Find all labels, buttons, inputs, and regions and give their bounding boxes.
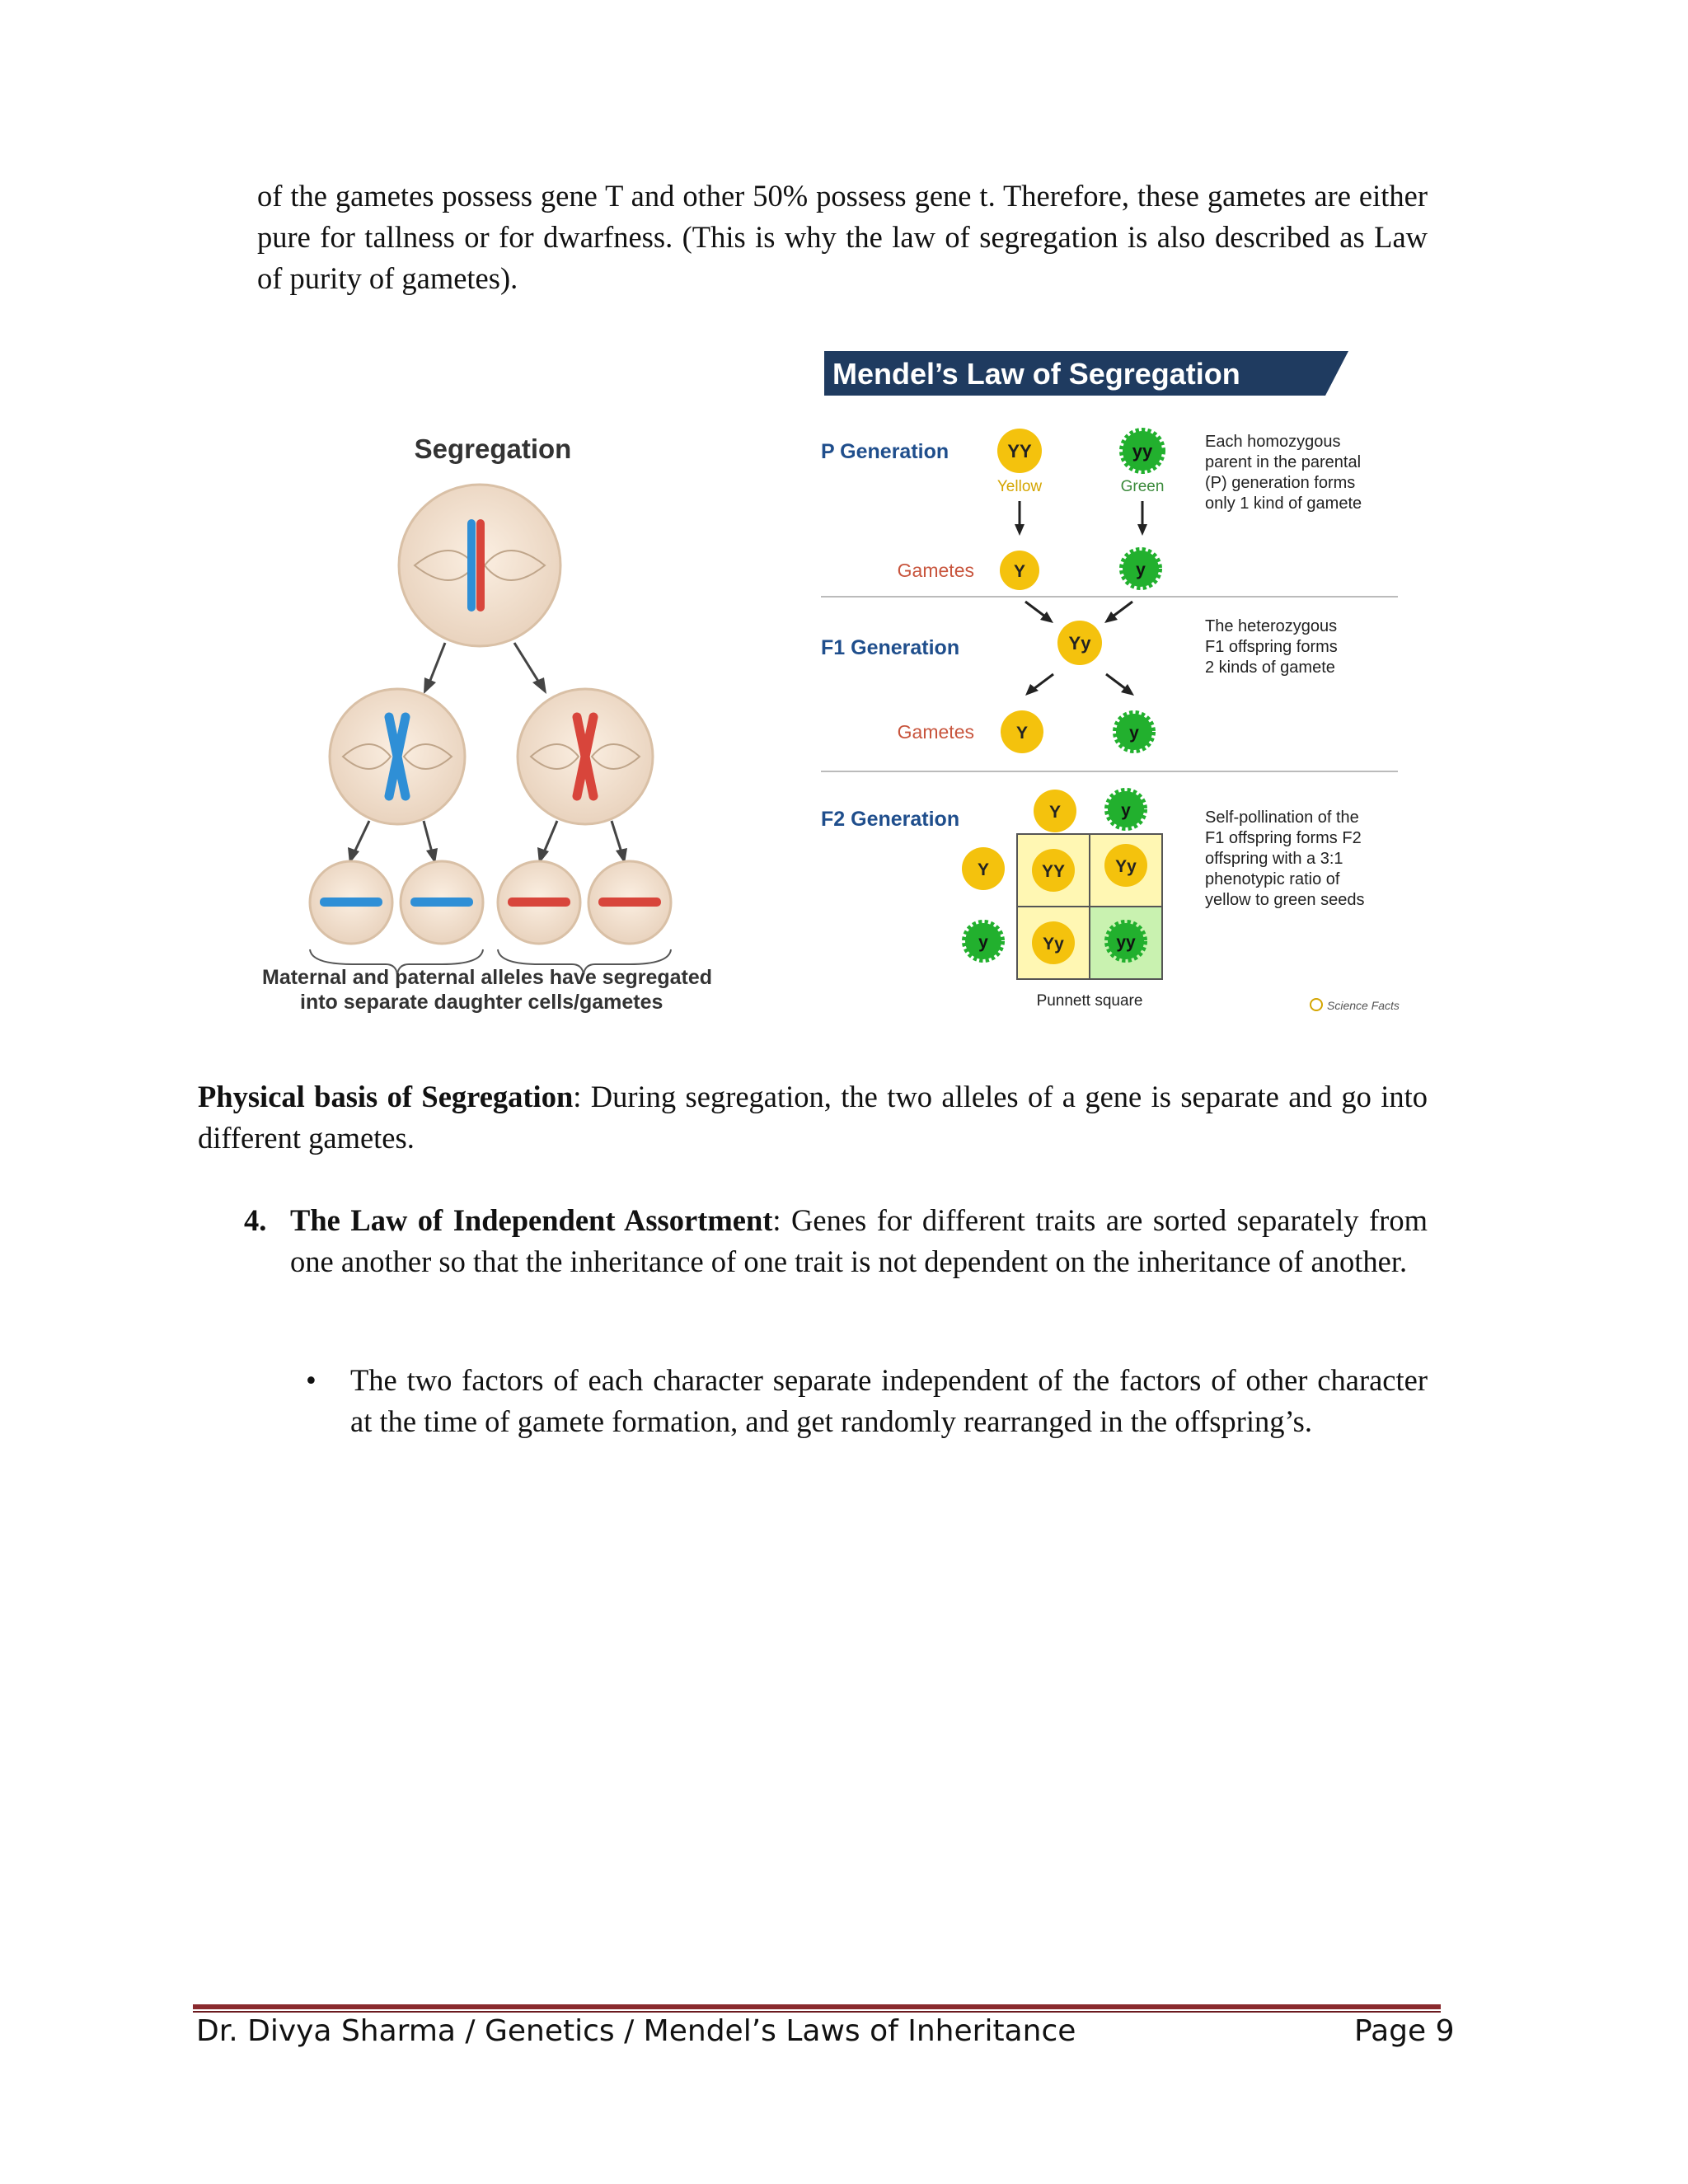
f1-gamete-Y: Y <box>1015 724 1029 743</box>
svg-text:offspring with a 3:1: offspring with a 3:1 <box>1205 850 1343 868</box>
footer-rule-thin <box>193 2011 1441 2013</box>
svg-text:(P) generation forms: (P) generation forms <box>1205 474 1356 492</box>
law4-text: : Genes for different traits are sorted separately from one another so that the inheritance of one trait is not dependent on the inheritance of another. <box>290 1203 1428 1278</box>
segregation-figure <box>262 420 748 1030</box>
svg-text:2 kinds of gamete: 2 kinds of gamete <box>1205 658 1335 677</box>
f2-note <box>1205 808 1364 909</box>
segregation-caption-2: into separate daughter cells/gametes <box>300 991 663 1014</box>
law4-number: 4. <box>244 1203 267 1237</box>
intro-paragraph: of the gametes possess gene T and other 50% possess gene t. Therefore, these gametes are either pure for tallness or for dwarfness. (This is why the law of segregation is also described as Law of purity of gametes). <box>257 179 1428 295</box>
svg-text:parent in the parental: parent in the parental <box>1205 453 1362 471</box>
daughter-cell-maternal <box>330 689 465 824</box>
svg-text:yellow to green seeds: yellow to green seeds <box>1205 891 1365 909</box>
svg-text:Self-pollination of the: Self-pollination of the <box>1205 808 1359 827</box>
physical-basis-paragraph <box>198 1076 1428 1159</box>
gamete-cells <box>310 861 671 944</box>
parent2-label: Green <box>1120 478 1165 495</box>
svg-text:Each homozygous: Each homozygous <box>1205 433 1341 451</box>
f1-gamete-y: y <box>1129 724 1139 743</box>
punnett-side-y: y <box>978 933 988 952</box>
svg-text:only 1 kind of gamete: only 1 kind of gamete <box>1205 494 1362 513</box>
svg-text:YY: YY <box>1041 862 1066 881</box>
f2-generation-label: F2 Generation <box>821 808 960 831</box>
segregation-title: Segregation <box>414 434 572 464</box>
page-number: Page 9 <box>1354 2014 1455 2048</box>
svg-text:Yy: Yy <box>1115 857 1137 876</box>
p-note <box>1205 433 1362 513</box>
punnett-top-y: y <box>1121 801 1131 820</box>
bullet-marker: • <box>306 1363 316 1397</box>
mendel-segregation-figure <box>821 344 1414 1020</box>
svg-text:phenotypic ratio of: phenotypic ratio of <box>1205 870 1340 888</box>
svg-text:Science Facts: Science Facts <box>1327 999 1400 1012</box>
parent2-genotype: yy <box>1132 441 1153 462</box>
punnett-top-Y: Y <box>1048 803 1062 822</box>
bullet-text: The two factors of each character separate independent of the factors of other character at the time of gamete formation, and get randomly rearranged in the offspring’s. <box>350 1363 1428 1438</box>
law4-paragraph <box>244 1200 1428 1282</box>
parent-cell <box>399 485 560 646</box>
p-generation-label: P Generation <box>821 440 950 463</box>
physical-basis-label: Physical basis of Segregation <box>198 1080 574 1113</box>
f1-genotype: Yy <box>1068 633 1091 654</box>
p-gamete-y: y <box>1136 560 1146 579</box>
bullet-item <box>306 1360 1428 1442</box>
svg-text:The heterozygous: The heterozygous <box>1205 617 1338 635</box>
punnett-label: Punnett square <box>1036 992 1143 1010</box>
p-gametes-label: Gametes <box>897 560 974 581</box>
law4-label: The Law of Independent Assortment <box>290 1203 773 1237</box>
footer-citation: Dr. Divya Sharma / Genetics / Mendel’s Laws of Inheritance <box>196 2014 1076 2048</box>
svg-text:F1 offspring forms F2: F1 offspring forms F2 <box>1205 829 1362 847</box>
segregation-caption-1: Maternal and paternal alleles have segregated <box>262 966 713 989</box>
svg-text:yy: yy <box>1116 933 1136 952</box>
sciencefacts-logo <box>1311 999 1400 1012</box>
parent1-genotype: YY <box>1007 441 1032 462</box>
f1-note <box>1205 617 1338 677</box>
svg-text:F1 offspring forms: F1 offspring forms <box>1205 638 1338 656</box>
p-gamete-Y: Y <box>1013 562 1026 581</box>
footer-rule <box>193 2004 1441 2009</box>
daughter-cell-paternal <box>518 689 653 824</box>
banner-title: Mendel’s Law of Segregation <box>832 357 1240 391</box>
f1-gametes-label: Gametes <box>897 721 974 743</box>
parent1-label: Yellow <box>996 478 1043 495</box>
punnett-square <box>1017 834 1162 979</box>
punnett-side-Y: Y <box>977 860 990 879</box>
f1-generation-label: F1 Generation <box>821 636 960 659</box>
physical-basis-text: : During segregation, the two alleles of a gene is separate and go into different gametes. <box>198 1080 1428 1155</box>
svg-text:Yy: Yy <box>1043 935 1064 954</box>
